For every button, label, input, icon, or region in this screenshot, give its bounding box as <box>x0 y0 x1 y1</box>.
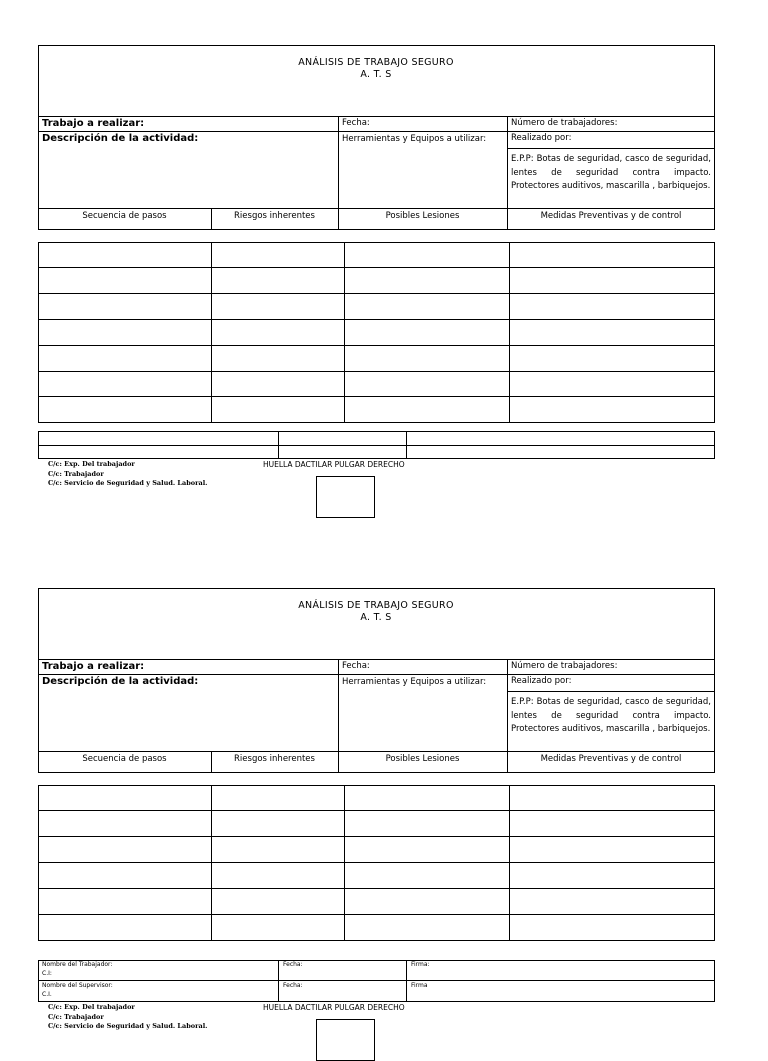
form-title: ANÁLISIS DE TRABAJO SEGURO <box>298 600 454 611</box>
col-riesgos: Riesgos inherentes <box>234 211 315 221</box>
col-lesiones: Posibles Lesiones <box>385 211 460 221</box>
firma-supervisor-label: Firma <box>411 982 428 989</box>
firma-trabajador-label: Firma: <box>411 961 430 968</box>
huella-label: HUELLA DACTILAR PULGAR DERECHO <box>263 460 405 469</box>
cc-line-2: C/c: Trabajador <box>48 1013 104 1021</box>
trabajo-label: Trabajo a realizar: <box>42 118 145 129</box>
col-medidas: Medidas Preventivas y de control <box>540 754 682 764</box>
form-subtitle: A. T. S <box>360 69 392 80</box>
col-lesiones: Posibles Lesiones <box>385 754 460 764</box>
descripcion-label: Descripción de la actividad: <box>42 676 199 687</box>
fecha-label: Fecha: <box>342 118 370 128</box>
cc-line-2: C/c: Trabajador <box>48 470 104 478</box>
col-riesgos: Riesgos inherentes <box>234 754 315 764</box>
cc-line-3: C/c: Servicio de Seguridad y Salud. Laboral. <box>48 479 208 487</box>
signature-table <box>38 960 715 1002</box>
col-secuencia: Secuencia de pasos <box>82 211 167 221</box>
steps-grid <box>38 785 715 941</box>
fecha-supervisor-label: Fecha: <box>283 982 303 989</box>
realizado-label: Realizado por: <box>511 676 572 686</box>
epp-text: E.P.P: Botas de seguridad, casco de seguridad, lentes de seguridad contra impacto. Protectores auditivos, mascarilla , barbiquejos. <box>511 697 711 734</box>
huella-label: HUELLA DACTILAR PULGAR DERECHO <box>263 1003 405 1012</box>
fecha-trabajador-label: Fecha: <box>283 961 303 968</box>
col-medidas: Medidas Preventivas y de control <box>540 211 682 221</box>
herramientas-label: Herramientas y Equipos a utilizar: <box>342 677 487 687</box>
trabajo-label: Trabajo a realizar: <box>42 661 145 672</box>
epp-text: E.P.P: Botas de seguridad, casco de seguridad, lentes de seguridad contra impacto. Protectores auditivos, mascarilla , barbiquejos. <box>511 154 711 191</box>
form-subtitle: A. T. S <box>360 612 392 623</box>
cc-line-1: C/c: Exp. Del trabajador <box>48 460 135 468</box>
ci-trabajador-label: C.I: <box>42 970 52 977</box>
descripcion-label: Descripción de la actividad: <box>42 133 199 144</box>
numero-trabajadores-label: Número de trabajadores: <box>511 118 618 128</box>
herramientas-label: Herramientas y Equipos a utilizar: <box>342 134 487 144</box>
ci-supervisor-label: C.I. <box>42 991 52 998</box>
nombre-supervisor-label: Nombre del Supervisor: <box>42 982 113 989</box>
form-title: ANÁLISIS DE TRABAJO SEGURO <box>298 57 454 68</box>
numero-trabajadores-label: Número de trabajadores: <box>511 661 618 671</box>
fecha-label: Fecha: <box>342 661 370 671</box>
thumbprint-box <box>316 476 375 518</box>
col-secuencia: Secuencia de pasos <box>82 754 167 764</box>
nombre-trabajador-label: Nombre del Trabajador: <box>42 961 113 968</box>
thumbprint-box <box>316 1019 375 1061</box>
cc-line-1: C/c: Exp. Del trabajador <box>48 1003 135 1011</box>
realizado-label: Realizado por: <box>511 133 572 143</box>
cc-line-3: C/c: Servicio de Seguridad y Salud. Laboral. <box>48 1022 208 1030</box>
